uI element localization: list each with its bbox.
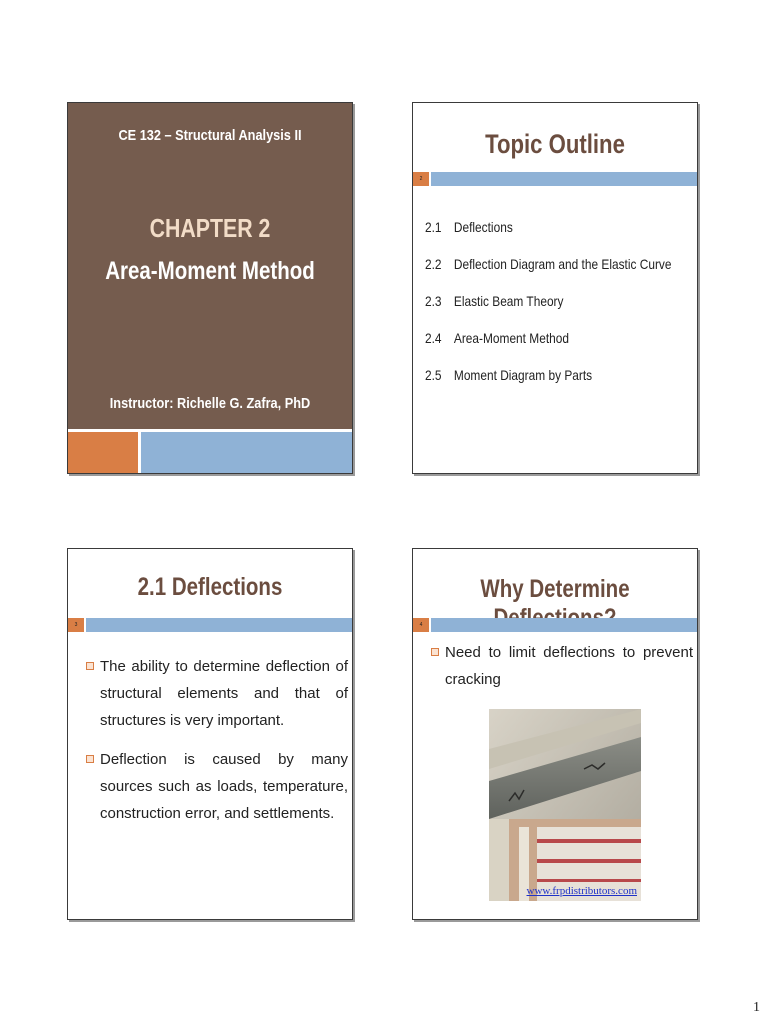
slide-number: 3 (74, 622, 78, 628)
slide-2-topic-outline (412, 102, 698, 474)
topic-label: Deflection Diagram and the Elastic Curve (453, 256, 672, 272)
slide-title: Why Determine (480, 575, 630, 603)
topic-number: 2.2 (425, 256, 442, 272)
topic-label: Deflections (453, 219, 513, 235)
bullet-text: The ability to determine deflection of structural elements and that of structures is very important. (100, 658, 348, 729)
topic-label: Elastic Beam Theory (453, 293, 564, 309)
square-bullet-icon (86, 755, 94, 763)
accent-orange-block (68, 432, 138, 474)
topic-number: 2.1 (425, 219, 442, 235)
bullet-item (431, 639, 693, 693)
slide-number: 2 (419, 176, 423, 182)
page-number: 1 (753, 1000, 760, 1015)
chapter-label: CHAPTER 2 (149, 213, 271, 243)
topic-item (425, 367, 655, 404)
header-bar (431, 172, 697, 186)
slide-3-deflections (67, 548, 353, 920)
bullet-text: Deflection is caused by many sources such as loads, temperature, construction error, and settlements. (100, 751, 348, 822)
topic-item (425, 330, 655, 367)
header-bar (431, 618, 697, 632)
slide-1-title (67, 102, 353, 474)
instructor-name: Instructor: Richelle G. Zafra, PhD (109, 395, 311, 412)
cracked-beam-image (489, 709, 641, 901)
image-credit-link[interactable]: www.frpdistributors.com (526, 885, 637, 897)
accent-blue-block (141, 432, 353, 474)
topic-list (425, 219, 695, 404)
topic-number: 2.4 (425, 330, 442, 346)
bullet-text: Need to limit deflections to prevent cracking (445, 644, 693, 688)
header-bar (86, 618, 352, 632)
topic-label: Area-Moment Method (453, 330, 569, 346)
square-bullet-icon (431, 648, 439, 656)
topic-item (425, 219, 655, 256)
bullet-list (431, 639, 693, 705)
slide-title: Topic Outline (485, 129, 625, 159)
topic-label: Moment Diagram by Parts (453, 367, 593, 383)
topic-number: 2.3 (425, 293, 442, 309)
chapter-title: Area-Moment Method (105, 257, 315, 285)
bullet-item (86, 653, 348, 734)
topic-item (425, 293, 655, 330)
topic-number: 2.5 (425, 367, 442, 383)
slide-title: 2.1 Deflections (137, 573, 283, 601)
bullet-list (86, 653, 348, 839)
cracked-beam-photo (489, 709, 641, 901)
bullet-item (86, 746, 348, 827)
slide-number: 4 (419, 622, 423, 628)
slide-4-why-deflections (412, 548, 698, 920)
course-name: CE 132 – Structural Analysis II (118, 127, 302, 144)
square-bullet-icon (86, 662, 94, 670)
topic-item (425, 256, 672, 293)
